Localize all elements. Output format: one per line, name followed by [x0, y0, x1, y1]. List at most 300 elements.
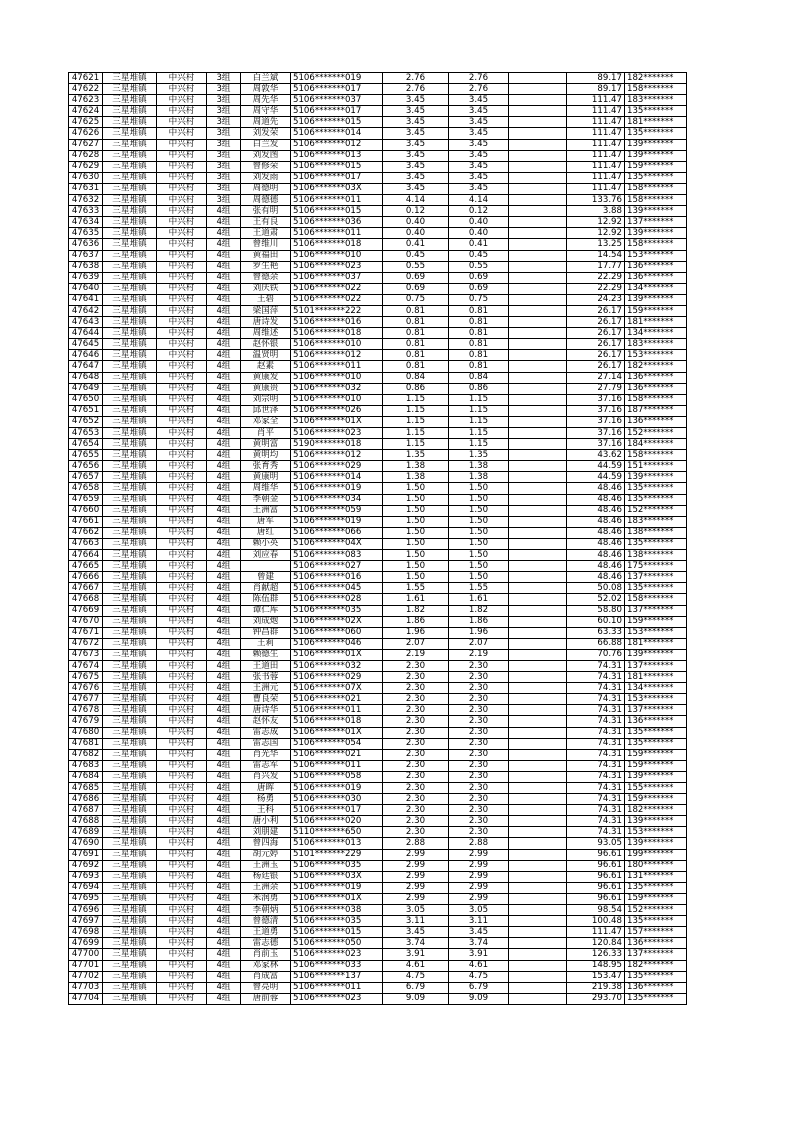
cell-area-a: 3.45 [383, 172, 449, 183]
cell-blank [509, 350, 567, 361]
cell-phone: 136******* [625, 383, 687, 394]
cell-village: 中兴村 [157, 117, 207, 128]
cell-group: 4组 [207, 516, 241, 527]
cell-area-b: 2.30 [449, 727, 509, 738]
cell-amount: 44.59 [567, 472, 625, 483]
cell-name: 黄康发 [241, 372, 291, 383]
cell-group: 4组 [207, 416, 241, 427]
cell-row-number: 47674 [69, 660, 103, 671]
cell-id-number: 5106*******023 [291, 949, 383, 960]
cell-id-number: 5106*******015 [291, 117, 383, 128]
cell-blank [509, 572, 567, 583]
table-row [69, 172, 687, 183]
cell-amount: 96.61 [567, 871, 625, 882]
cell-village: 中兴村 [157, 294, 207, 305]
cell-phone: 159******* [625, 760, 687, 771]
cell-area-a: 6.79 [383, 982, 449, 993]
cell-id-number: 5106*******023 [291, 261, 383, 272]
cell-name: 刘庆铁 [241, 283, 291, 294]
table-row [69, 783, 687, 794]
cell-area-b: 0.81 [449, 317, 509, 328]
cell-amount: 3.88 [567, 206, 625, 217]
cell-name: 肖光华 [241, 749, 291, 760]
cell-name: 王洲富 [241, 505, 291, 516]
cell-amount: 120.84 [567, 938, 625, 949]
cell-town: 三星堆镇 [103, 383, 157, 394]
cell-area-b: 3.45 [449, 183, 509, 194]
cell-id-number: 5106*******028 [291, 594, 383, 605]
cell-name: 谭仁库 [241, 605, 291, 616]
table-row [69, 516, 687, 527]
cell-blank [509, 871, 567, 882]
cell-row-number: 47622 [69, 84, 103, 95]
cell-amount: 60.10 [567, 616, 625, 627]
cell-village: 中兴村 [157, 838, 207, 849]
table-row [69, 472, 687, 483]
cell-town: 三星堆镇 [103, 250, 157, 261]
cell-phone: 135******* [625, 993, 687, 1004]
cell-town: 三星堆镇 [103, 660, 157, 671]
cell-amount: 12.92 [567, 228, 625, 239]
cell-id-number: 5106*******01X [291, 893, 383, 904]
cell-amount: 93.05 [567, 838, 625, 849]
cell-area-b: 2.30 [449, 738, 509, 749]
cell-town: 三星堆镇 [103, 616, 157, 627]
cell-amount: 48.46 [567, 538, 625, 549]
cell-group: 4组 [207, 860, 241, 871]
cell-row-number: 47652 [69, 416, 103, 427]
cell-area-a: 2.30 [383, 694, 449, 705]
cell-blank [509, 294, 567, 305]
cell-blank [509, 328, 567, 339]
cell-name: 唐晖 [241, 783, 291, 794]
cell-amount: 74.31 [567, 716, 625, 727]
cell-row-number: 47699 [69, 938, 103, 949]
cell-town: 三星堆镇 [103, 893, 157, 904]
cell-area-b: 0.41 [449, 239, 509, 250]
cell-id-number: 5106*******045 [291, 583, 383, 594]
cell-area-a: 2.30 [383, 672, 449, 683]
cell-row-number: 47675 [69, 672, 103, 683]
cell-village: 中兴村 [157, 95, 207, 106]
cell-blank [509, 239, 567, 250]
cell-blank [509, 860, 567, 871]
cell-name: 王莉 [241, 638, 291, 649]
cell-row-number: 47688 [69, 816, 103, 827]
cell-id-number: 5106*******011 [291, 361, 383, 372]
cell-amount: 50.08 [567, 583, 625, 594]
cell-town: 三星堆镇 [103, 183, 157, 194]
cell-group: 4组 [207, 505, 241, 516]
cell-id-number: 5106*******035 [291, 605, 383, 616]
cell-village: 中兴村 [157, 272, 207, 283]
cell-town: 三星堆镇 [103, 150, 157, 161]
cell-group: 3组 [207, 195, 241, 206]
cell-town: 三星堆镇 [103, 749, 157, 760]
cell-area-b: 3.45 [449, 161, 509, 172]
table-row [69, 849, 687, 860]
cell-group: 4组 [207, 583, 241, 594]
cell-group: 4组 [207, 461, 241, 472]
cell-phone: 139******* [625, 206, 687, 217]
table-row [69, 461, 687, 472]
cell-area-a: 1.50 [383, 550, 449, 561]
cell-phone: 175******* [625, 561, 687, 572]
cell-name: 赖德生 [241, 649, 291, 660]
cell-name: 赵怀银 [241, 339, 291, 350]
cell-row-number: 47666 [69, 572, 103, 583]
cell-area-b: 2.30 [449, 716, 509, 727]
cell-name: 邓家全 [241, 416, 291, 427]
cell-phone: 135******* [625, 483, 687, 494]
cell-area-a: 0.75 [383, 294, 449, 305]
cell-phone: 182******* [625, 361, 687, 372]
cell-id-number: 5106*******027 [291, 561, 383, 572]
cell-town: 三星堆镇 [103, 771, 157, 782]
cell-village: 中兴村 [157, 583, 207, 594]
cell-id-number: 5106*******011 [291, 705, 383, 716]
cell-group: 4组 [207, 372, 241, 383]
cell-village: 中兴村 [157, 605, 207, 616]
cell-blank [509, 538, 567, 549]
cell-name: 唐小利 [241, 816, 291, 827]
cell-blank [509, 672, 567, 683]
cell-amount: 100.48 [567, 916, 625, 927]
cell-group: 4组 [207, 638, 241, 649]
cell-id-number: 5106*******011 [291, 760, 383, 771]
cell-phone: 139******* [625, 771, 687, 782]
cell-town: 三星堆镇 [103, 538, 157, 549]
cell-village: 中兴村 [157, 827, 207, 838]
cell-area-b: 2.30 [449, 816, 509, 827]
cell-town: 三星堆镇 [103, 439, 157, 450]
cell-village: 中兴村 [157, 339, 207, 350]
table-row [69, 305, 687, 316]
table-row [69, 805, 687, 816]
cell-phone: 153******* [625, 250, 687, 261]
cell-area-b: 0.55 [449, 261, 509, 272]
cell-amount: 96.61 [567, 893, 625, 904]
cell-area-b: 1.50 [449, 572, 509, 583]
cell-area-a: 2.07 [383, 638, 449, 649]
cell-town: 三星堆镇 [103, 627, 157, 638]
cell-blank [509, 172, 567, 183]
cell-name: 白兰斌 [241, 73, 291, 84]
cell-town: 三星堆镇 [103, 217, 157, 228]
cell-phone: 136******* [625, 982, 687, 993]
cell-area-a: 2.30 [383, 749, 449, 760]
cell-area-b: 3.11 [449, 916, 509, 927]
cell-town: 三星堆镇 [103, 849, 157, 860]
cell-row-number: 47630 [69, 172, 103, 183]
cell-village: 中兴村 [157, 949, 207, 960]
cell-town: 三星堆镇 [103, 372, 157, 383]
cell-area-a: 1.15 [383, 416, 449, 427]
cell-village: 中兴村 [157, 150, 207, 161]
cell-phone: 134******* [625, 683, 687, 694]
cell-name: 肖前玉 [241, 949, 291, 960]
table-row [69, 572, 687, 583]
table-row [69, 117, 687, 128]
cell-area-a: 2.76 [383, 73, 449, 84]
cell-area-a: 1.50 [383, 494, 449, 505]
cell-phone: 158******* [625, 195, 687, 206]
cell-phone: 138******* [625, 550, 687, 561]
cell-row-number: 47646 [69, 350, 103, 361]
cell-id-number: 5106*******019 [291, 73, 383, 84]
cell-name: 白兰发 [241, 139, 291, 150]
cell-phone: 182******* [625, 960, 687, 971]
cell-blank [509, 738, 567, 749]
cell-id-number: 5106*******137 [291, 971, 383, 982]
cell-name: 肖平 [241, 428, 291, 439]
cell-row-number: 47698 [69, 927, 103, 938]
cell-town: 三星堆镇 [103, 638, 157, 649]
cell-amount: 63.33 [567, 627, 625, 638]
cell-name: 唐前蓉 [241, 993, 291, 1004]
cell-area-b: 0.81 [449, 361, 509, 372]
cell-blank [509, 527, 567, 538]
cell-area-a: 3.45 [383, 927, 449, 938]
cell-village: 中兴村 [157, 938, 207, 949]
cell-blank [509, 605, 567, 616]
cell-blank [509, 217, 567, 228]
table-row [69, 494, 687, 505]
cell-phone: 187******* [625, 405, 687, 416]
cell-area-b: 1.50 [449, 550, 509, 561]
cell-id-number: 5106*******021 [291, 749, 383, 760]
cell-name: 曾亮明 [241, 982, 291, 993]
cell-row-number: 47677 [69, 694, 103, 705]
cell-id-number: 5106*******018 [291, 716, 383, 727]
cell-area-a: 3.45 [383, 139, 449, 150]
cell-area-a: 0.81 [383, 317, 449, 328]
cell-town: 三星堆镇 [103, 783, 157, 794]
cell-area-b: 3.45 [449, 139, 509, 150]
cell-area-a: 4.61 [383, 960, 449, 971]
cell-group: 4组 [207, 805, 241, 816]
cell-area-a: 2.30 [383, 716, 449, 727]
cell-group: 4组 [207, 594, 241, 605]
cell-id-number: 5106*******037 [291, 95, 383, 106]
cell-group: 4组 [207, 716, 241, 727]
cell-row-number: 47655 [69, 450, 103, 461]
cell-area-a: 1.15 [383, 394, 449, 405]
cell-amount: 74.31 [567, 760, 625, 771]
cell-row-number: 47625 [69, 117, 103, 128]
table-row [69, 971, 687, 982]
cell-area-b: 1.38 [449, 472, 509, 483]
table-row [69, 683, 687, 694]
cell-id-number: 5106*******07X [291, 683, 383, 694]
cell-area-a: 0.81 [383, 305, 449, 316]
cell-amount: 74.31 [567, 705, 625, 716]
cell-area-b: 4.75 [449, 971, 509, 982]
cell-town: 三星堆镇 [103, 816, 157, 827]
cell-phone: 137******* [625, 217, 687, 228]
cell-village: 中兴村 [157, 927, 207, 938]
cell-village: 中兴村 [157, 749, 207, 760]
cell-area-a: 0.69 [383, 272, 449, 283]
cell-blank [509, 649, 567, 660]
table-row [69, 228, 687, 239]
cell-group: 4组 [207, 838, 241, 849]
cell-group: 3组 [207, 73, 241, 84]
cell-amount: 13.25 [567, 239, 625, 250]
cell-area-b: 0.69 [449, 272, 509, 283]
cell-group: 4组 [207, 328, 241, 339]
cell-group: 4组 [207, 993, 241, 1004]
cell-area-a: 2.76 [383, 84, 449, 95]
cell-town: 三星堆镇 [103, 283, 157, 294]
cell-name: 周德明 [241, 183, 291, 194]
cell-group: 4组 [207, 361, 241, 372]
cell-amount: 48.46 [567, 516, 625, 527]
cell-id-number: 5106*******012 [291, 450, 383, 461]
cell-area-a: 0.40 [383, 228, 449, 239]
cell-amount: 14.54 [567, 250, 625, 261]
cell-area-a: 2.30 [383, 783, 449, 794]
table-row [69, 605, 687, 616]
cell-town: 三星堆镇 [103, 716, 157, 727]
cell-id-number: 5106*******020 [291, 816, 383, 827]
cell-village: 中兴村 [157, 849, 207, 860]
cell-village: 中兴村 [157, 916, 207, 927]
cell-town: 三星堆镇 [103, 694, 157, 705]
cell-group: 4组 [207, 239, 241, 250]
cell-blank [509, 439, 567, 450]
cell-amount: 52.02 [567, 594, 625, 605]
cell-area-a: 3.11 [383, 916, 449, 927]
cell-amount: 74.31 [567, 827, 625, 838]
cell-row-number: 47631 [69, 183, 103, 194]
cell-amount: 74.31 [567, 738, 625, 749]
cell-blank [509, 117, 567, 128]
cell-village: 中兴村 [157, 905, 207, 916]
cell-id-number: 5106*******014 [291, 128, 383, 139]
cell-group: 4组 [207, 683, 241, 694]
cell-id-number: 5106*******019 [291, 882, 383, 893]
cell-village: 中兴村 [157, 561, 207, 572]
cell-amount: 74.31 [567, 794, 625, 805]
cell-village: 中兴村 [157, 683, 207, 694]
cell-village: 中兴村 [157, 882, 207, 893]
cell-group: 3组 [207, 106, 241, 117]
cell-row-number: 47653 [69, 428, 103, 439]
cell-amount: 26.17 [567, 328, 625, 339]
cell-area-a: 1.38 [383, 461, 449, 472]
cell-village: 中兴村 [157, 139, 207, 150]
cell-id-number: 5106*******017 [291, 84, 383, 95]
cell-area-b: 0.40 [449, 228, 509, 239]
cell-amount: 37.16 [567, 428, 625, 439]
table-row [69, 428, 687, 439]
cell-name: 赖小英 [241, 538, 291, 549]
cell-id-number: 5106*******032 [291, 660, 383, 671]
cell-id-number: 5106*******038 [291, 905, 383, 916]
cell-row-number: 47676 [69, 683, 103, 694]
cell-row-number: 47686 [69, 794, 103, 805]
cell-id-number: 5106*******01X [291, 649, 383, 660]
cell-name: 杨勇 [241, 794, 291, 805]
cell-area-b: 0.81 [449, 328, 509, 339]
cell-area-a: 3.45 [383, 117, 449, 128]
cell-amount: 48.46 [567, 572, 625, 583]
cell-row-number: 47682 [69, 749, 103, 760]
table-row [69, 550, 687, 561]
table-row [69, 727, 687, 738]
cell-name: 王洲余 [241, 882, 291, 893]
cell-town: 三星堆镇 [103, 394, 157, 405]
cell-id-number: 5106*******035 [291, 860, 383, 871]
cell-phone: 137******* [625, 949, 687, 960]
cell-amount: 24.23 [567, 294, 625, 305]
cell-area-b: 0.45 [449, 250, 509, 261]
cell-phone: 159******* [625, 161, 687, 172]
cell-village: 中兴村 [157, 805, 207, 816]
cell-row-number: 47665 [69, 561, 103, 572]
table-row [69, 816, 687, 827]
cell-blank [509, 161, 567, 172]
cell-blank [509, 450, 567, 461]
cell-id-number: 5106*******021 [291, 694, 383, 705]
cell-town: 三星堆镇 [103, 871, 157, 882]
cell-phone: 159******* [625, 749, 687, 760]
table-row [69, 527, 687, 538]
cell-phone: 159******* [625, 305, 687, 316]
cell-town: 三星堆镇 [103, 95, 157, 106]
cell-blank [509, 727, 567, 738]
cell-area-b: 4.61 [449, 960, 509, 971]
cell-town: 三星堆镇 [103, 294, 157, 305]
cell-area-b: 1.50 [449, 494, 509, 505]
cell-area-a: 1.35 [383, 450, 449, 461]
cell-group: 4组 [207, 228, 241, 239]
cell-town: 三星堆镇 [103, 550, 157, 561]
cell-blank [509, 705, 567, 716]
cell-amount: 27.79 [567, 383, 625, 394]
cell-area-a: 0.81 [383, 361, 449, 372]
cell-phone: 183******* [625, 516, 687, 527]
cell-row-number: 47640 [69, 283, 103, 294]
table-row [69, 760, 687, 771]
cell-id-number: 5106*******010 [291, 250, 383, 261]
cell-area-a: 1.15 [383, 405, 449, 416]
cell-blank [509, 960, 567, 971]
table-row [69, 771, 687, 782]
cell-town: 三星堆镇 [103, 516, 157, 527]
cell-row-number: 47635 [69, 228, 103, 239]
cell-group: 4组 [207, 649, 241, 660]
cell-blank [509, 794, 567, 805]
cell-phone: 137******* [625, 660, 687, 671]
cell-id-number: 5106*******034 [291, 494, 383, 505]
cell-amount: 126.33 [567, 949, 625, 960]
cell-group: 4组 [207, 783, 241, 794]
cell-area-b: 2.30 [449, 694, 509, 705]
cell-town: 三星堆镇 [103, 938, 157, 949]
cell-area-a: 0.86 [383, 383, 449, 394]
cell-phone: 158******* [625, 239, 687, 250]
cell-blank [509, 594, 567, 605]
cell-row-number: 47641 [69, 294, 103, 305]
cell-group: 4组 [207, 971, 241, 982]
cell-village: 中兴村 [157, 971, 207, 982]
cell-area-b: 0.81 [449, 339, 509, 350]
cell-group: 3组 [207, 84, 241, 95]
cell-blank [509, 550, 567, 561]
cell-phone: 158******* [625, 594, 687, 605]
